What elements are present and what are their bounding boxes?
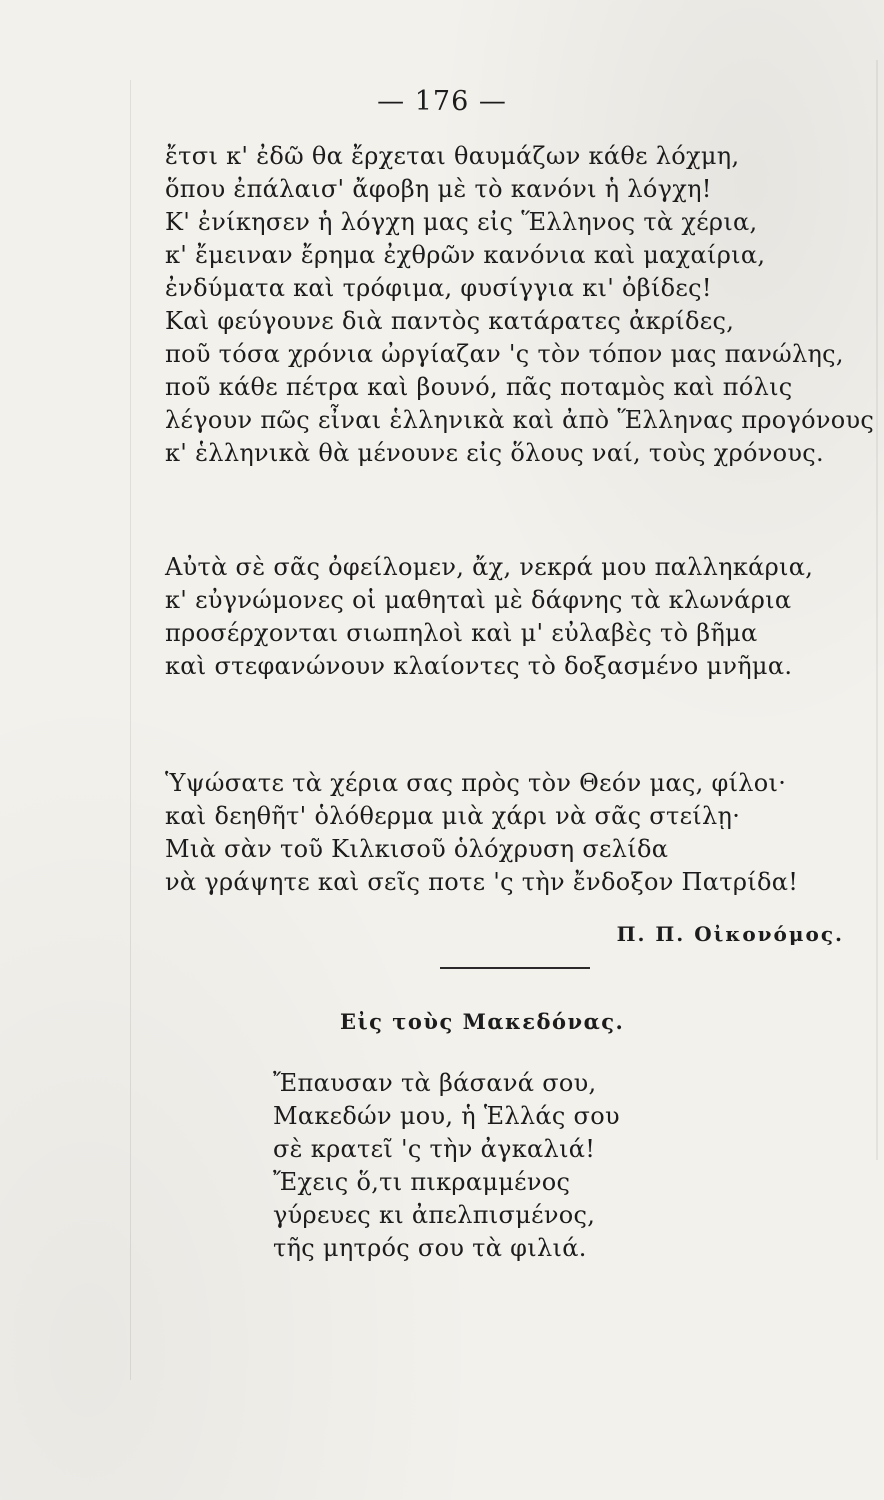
verse-line: γύρευες κι ἀπελπισμένος, (273, 1201, 596, 1229)
verse-line: Αὐτὰ σὲ σᾶς ὀφείλομεν, ἄχ, νεκρά μου παλληκάρια, (165, 553, 814, 581)
verse-line: Ὑψώσατε τὰ χέρια σας πρὸς τὸν Θεόν μας, φίλοι· (165, 769, 787, 797)
verse-line: λέγουν πῶς εἶναι ἑλληνικὰ καὶ ἀπὸ Ἕλληνας προγόνους (165, 406, 875, 434)
verse-line: Μιὰ σὰν τοῦ Κιλκισοῦ ὁλόχρυση σελίδα (165, 835, 669, 863)
verse-line: προσέρχονται σιωπηλοὶ καὶ μ' εὐλαβὲς τὸ βῆμα (165, 619, 758, 647)
verse-line: Μακεδών μου, ἡ Ἑλλάς σου (273, 1102, 620, 1130)
verse-line: Κ' ἐνίκησεν ἡ λόγχη μας εἰς Ἕλληνος τὰ χέρια, (165, 208, 758, 236)
poem-stanza-2 (165, 551, 813, 683)
verse-line: ποῦ κάθε πέτρα καὶ βουνό, πᾶς ποταμὸς καὶ πόλις (165, 373, 793, 401)
verse-line: τῆς μητρός σου τὰ φιλιά. (273, 1234, 587, 1262)
poem-stanza-1 (165, 140, 874, 470)
author-signature: Π. Π. Οἰκονόμος. (616, 922, 844, 946)
verse-line: Ἔχεις ὅ,τι πικραμμένος (273, 1168, 571, 1196)
verse-line: νὰ γράψητε καὶ σεῖς ποτε 'ς τὴν ἔνδοξον Πατρίδα! (165, 868, 799, 896)
verse-line: ἐνδύματα καὶ τρόφιμα, φυσίγγια κι' ὀβίδες! (165, 274, 712, 302)
poem-title: Εἰς τοὺς Μακεδόνας. (340, 1009, 625, 1034)
verse-line: ἔτσι κ' ἐδῶ θα ἔρχεται θαυμάζων κάθε λόχμη, (165, 142, 740, 170)
verse-line: Ἔπαυσαν τὰ βάσανά σου, (273, 1069, 597, 1097)
page-edge-shadow (876, 60, 878, 1160)
verse-line: ὅπου ἐπάλαισ' ἄφοβη μὲ τὸ κανόνι ἡ λόγχη! (165, 175, 712, 203)
verse-line: καὶ στεφανώνουν κλαίοντες τὸ δοξασμένο μνῆμα. (165, 652, 793, 680)
page-gutter-shadow (130, 80, 131, 1380)
verse-line: καὶ δεηθῆτ' ὁλόθερμα μιὰ χάρι νὰ σᾶς στείλῃ· (165, 802, 741, 830)
verse-line: κ' εὐγνώμονες οἱ μαθηταὶ μὲ δάφνης τὰ κλωνάρια (165, 586, 792, 614)
verse-line: Καὶ φεύγουνε διὰ παντὸς κατάρατες ἀκρίδες, (165, 307, 735, 335)
page-number: — 176 — (377, 86, 507, 117)
verse-line: σὲ κρατεῖ 'ς τὴν ἀγκαλιά! (273, 1135, 596, 1163)
verse-line: ποῦ τόσα χρόνια ὠργίαζαν 'ς τὸν τόπον μας πανώλης, (165, 340, 844, 368)
poem-stanza-3 (165, 767, 798, 899)
verse-line: κ' ἑλληνικὰ θὰ μένουνε εἰς ὅλους ναί, τοὺς χρόνους. (165, 439, 824, 467)
verse-line: κ' ἔμειναν ἔρημα ἐχθρῶν κανόνια καὶ μαχαίρια, (165, 241, 766, 269)
section-divider (440, 967, 590, 969)
poem-stanza-4 (273, 1067, 620, 1265)
